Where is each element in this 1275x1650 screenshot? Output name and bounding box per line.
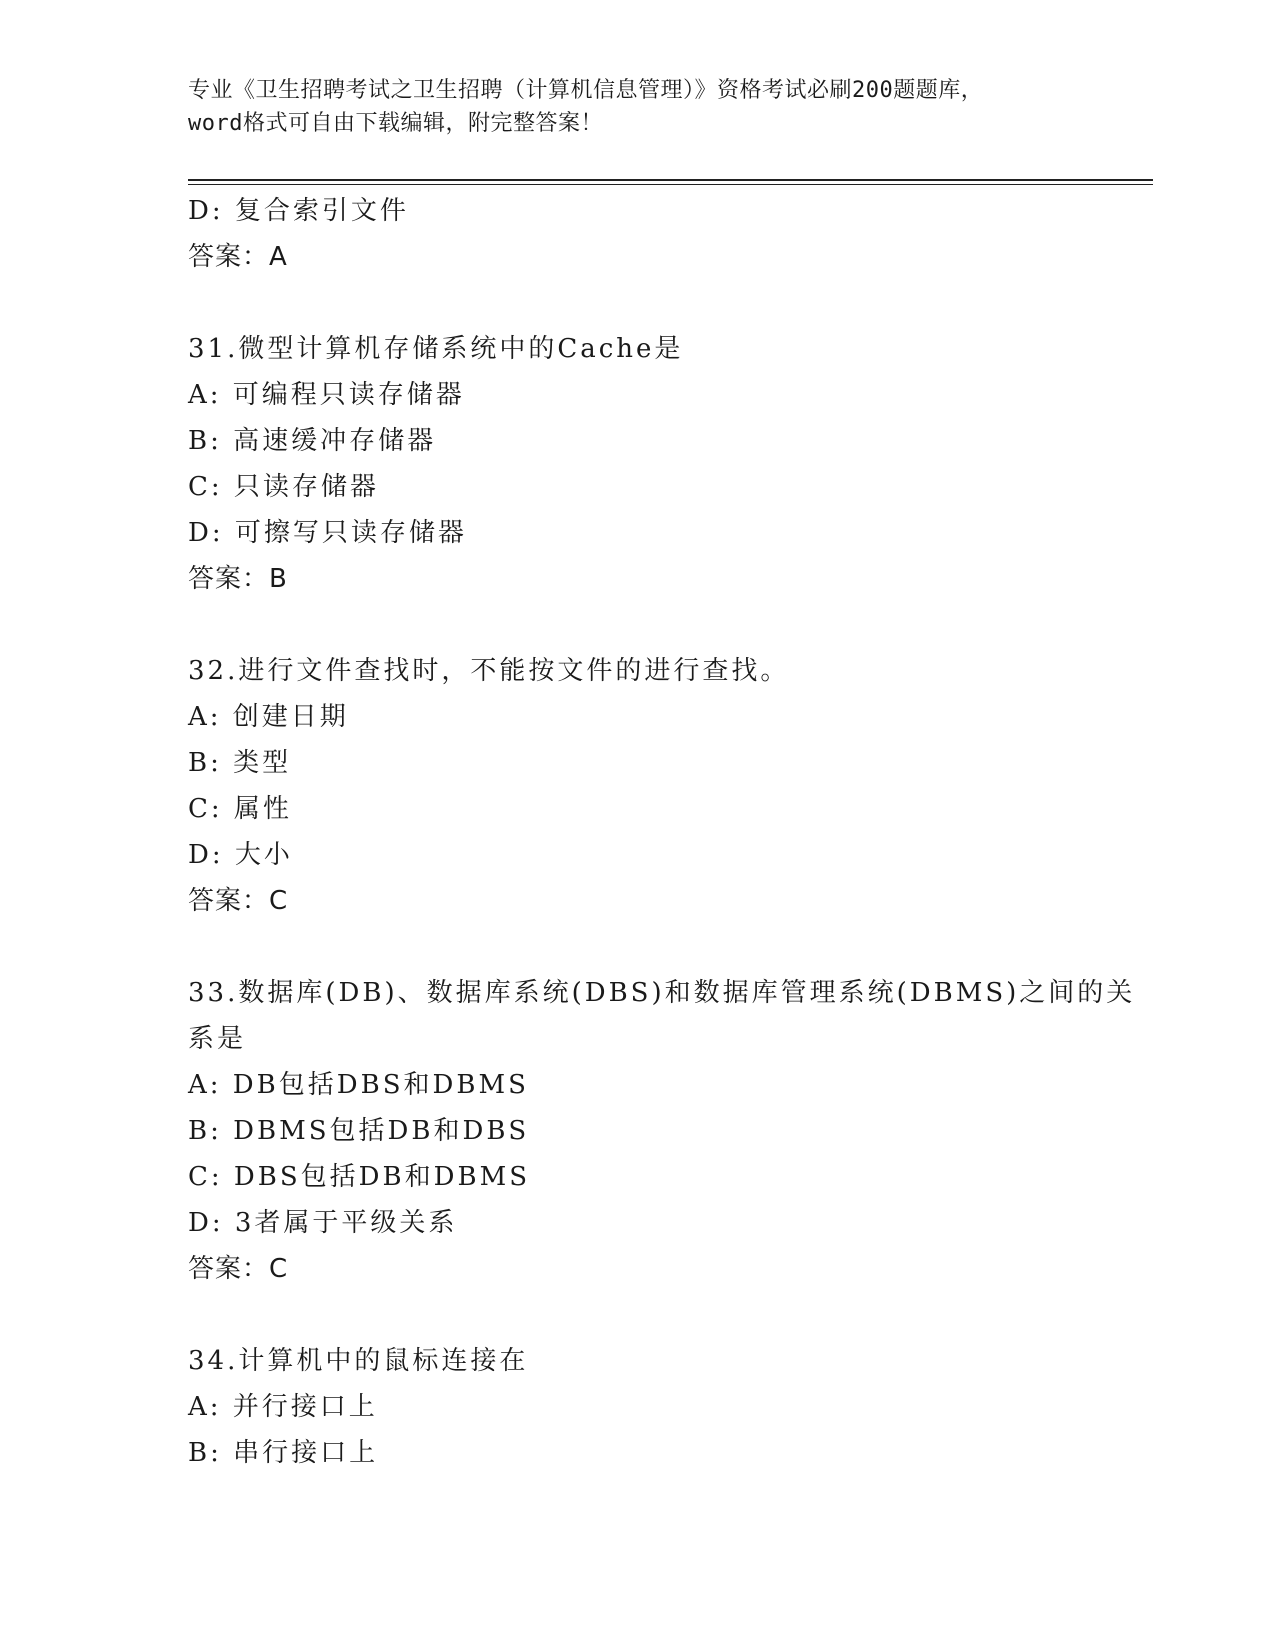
option-a: A: 创建日期 <box>188 702 349 732</box>
option-c: C: 只读存储器 <box>188 472 379 502</box>
question-block-34 <box>188 1338 1088 1476</box>
spacer <box>188 602 1088 648</box>
option-d: D: 大小 <box>188 840 293 870</box>
header-line-1: 专业《卫生招聘考试之卫生招聘（计算机信息管理）》资格考试必刷200题题库， <box>188 78 984 103</box>
option-b: B: 串行接口上 <box>188 1438 379 1468</box>
question-block-previous <box>188 188 1088 280</box>
answer-label: 答案：A <box>188 242 288 272</box>
question-title: 31.微型计算机存储系统中的Cache是 <box>188 334 684 364</box>
option-d: D: 复合索引文件 <box>188 196 409 226</box>
header-divider-thin <box>188 184 1153 185</box>
spacer <box>188 280 1088 326</box>
option-a: A: DB包括DBS和DBMS <box>188 1070 529 1100</box>
option-d: D: 3者属于平级关系 <box>188 1208 458 1238</box>
spacer <box>188 924 1088 970</box>
option-c: C: 属性 <box>188 794 292 824</box>
question-title: 34.计算机中的鼠标连接在 <box>188 1346 529 1376</box>
option-d: D: 可擦写只读存储器 <box>188 518 467 548</box>
option-c: C: DBS包括DB和DBMS <box>188 1162 531 1192</box>
answer-label: 答案：C <box>188 886 289 916</box>
spacer <box>188 1292 1088 1338</box>
answer-label: 答案：B <box>188 564 288 594</box>
option-a: A: 并行接口上 <box>188 1392 378 1422</box>
answer-label: 答案：C <box>188 1254 289 1284</box>
question-block-33 <box>188 970 1136 1292</box>
question-title-line-2: 系是 <box>188 1024 247 1054</box>
option-b: B: 类型 <box>188 748 292 778</box>
header-divider-thick <box>188 179 1153 181</box>
document-header <box>188 74 1088 140</box>
question-block-32 <box>188 648 1088 924</box>
question-title-line-1: 33.数据库(DB)、数据库系统(DBS)和数据库管理系统(DBMS)之间的关 <box>188 978 1136 1008</box>
option-b: B: 高速缓冲存储器 <box>188 426 437 456</box>
header-line-2: word格式可自由下载编辑，附完整答案！ <box>188 111 603 136</box>
option-b: B: DBMS包括DB和DBS <box>188 1116 530 1146</box>
option-a: A: 可编程只读存储器 <box>188 380 465 410</box>
question-block-31 <box>188 326 1088 602</box>
question-list <box>188 188 1136 1476</box>
question-title: 32.进行文件查找时，不能按文件的进行查找。 <box>188 656 790 686</box>
